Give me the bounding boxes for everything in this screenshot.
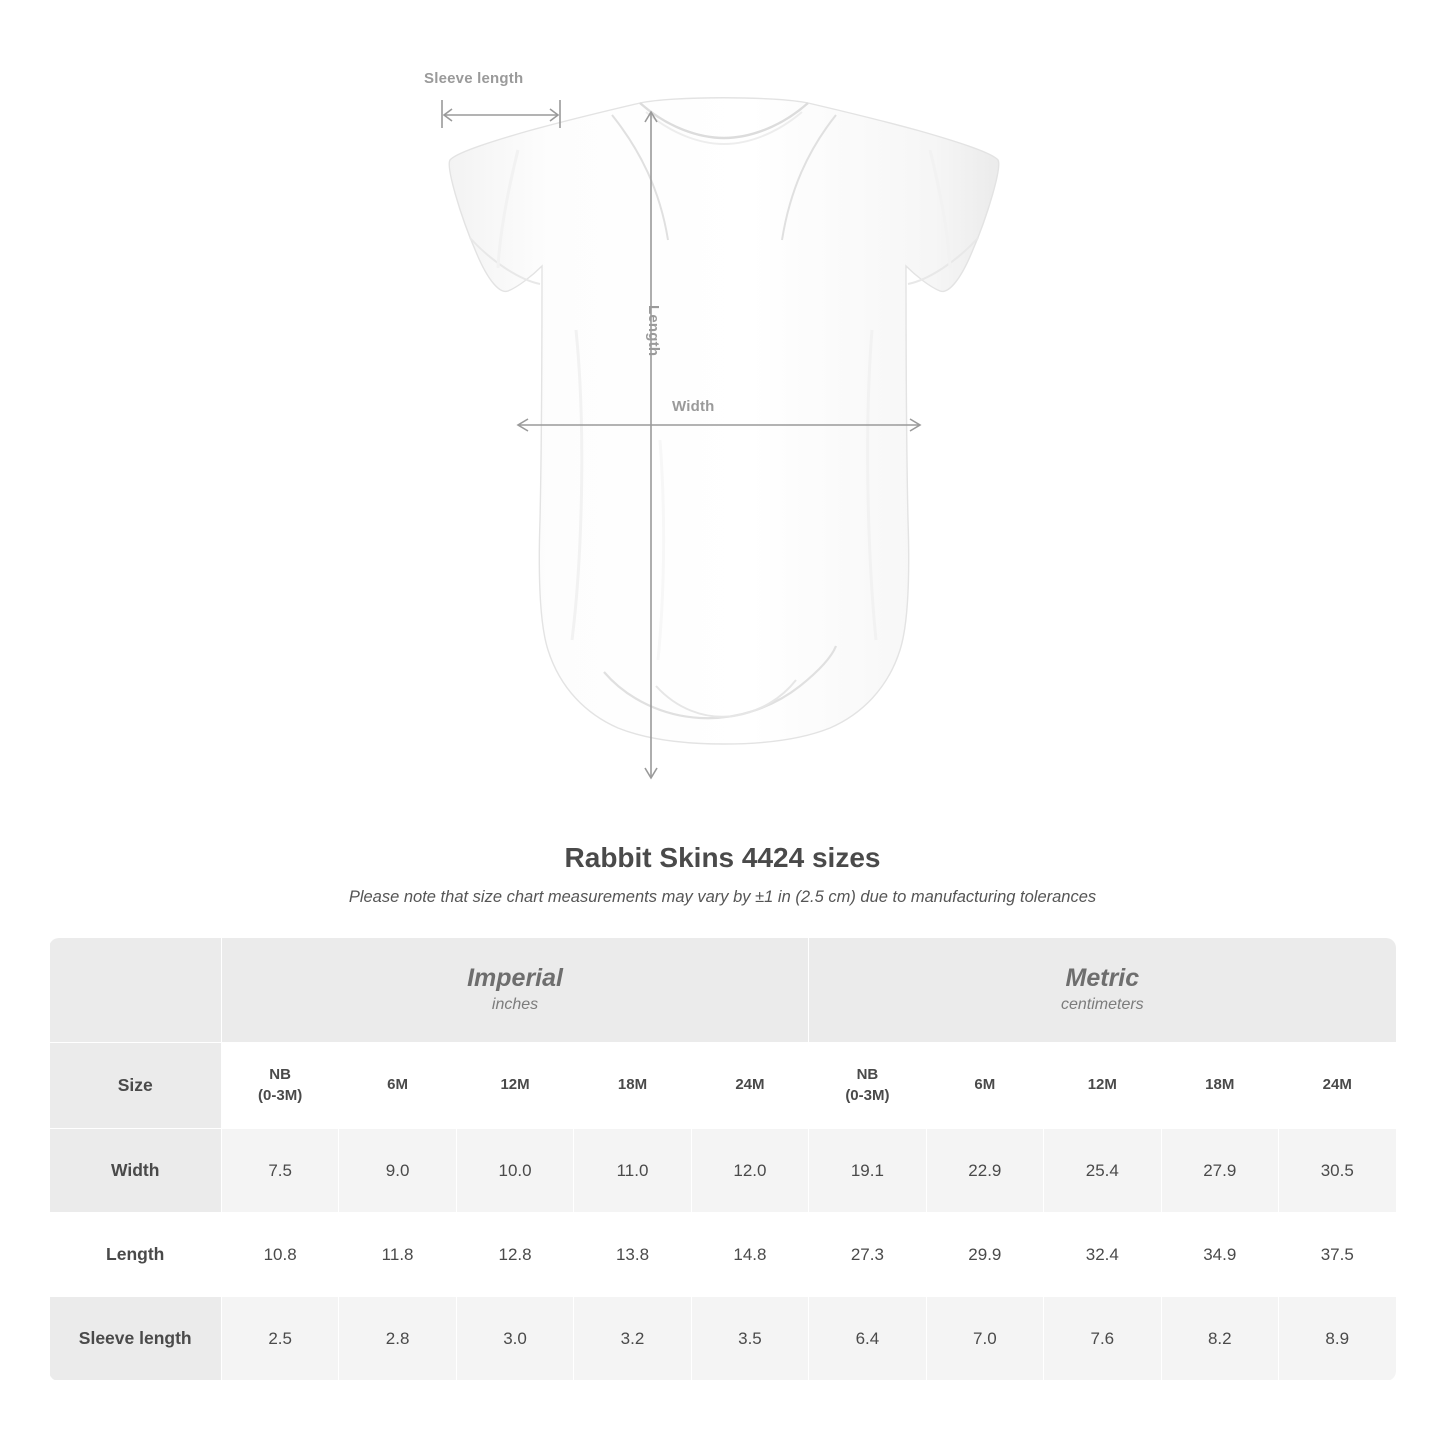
cell-length-1: 11.8 [339, 1213, 456, 1297]
cell-width-2: 10.0 [456, 1129, 573, 1213]
header-col-0-sub: (0-3M) [258, 1086, 303, 1104]
header-col-5-label: NB [856, 1066, 879, 1084]
bodysuit-shape [449, 98, 998, 744]
cell-width-9: 30.5 [1278, 1129, 1396, 1213]
unit-group-metric-name: Metric [1065, 964, 1140, 993]
cell-length-9: 37.5 [1278, 1213, 1396, 1297]
header-col-8-label: 18M [1205, 1076, 1235, 1094]
header-col-3 [574, 1043, 691, 1129]
cell-width-8: 27.9 [1161, 1129, 1278, 1213]
cell-sleeve-8: 8.2 [1161, 1297, 1278, 1381]
sleeve-length-label: Sleeve length [424, 70, 524, 87]
header-col-5-sub: (0-3M) [845, 1086, 890, 1104]
size-chart-table [49, 937, 1397, 1381]
cell-sleeve-1: 2.8 [339, 1297, 456, 1381]
cell-sleeve-3: 3.2 [574, 1297, 691, 1381]
cell-sleeve-9: 8.9 [1278, 1297, 1396, 1381]
cell-length-2: 12.8 [456, 1213, 573, 1297]
cell-width-4: 12.0 [691, 1129, 808, 1213]
page-title: Rabbit Skins 4424 sizes [564, 842, 881, 873]
unit-group-metric [809, 938, 1396, 1043]
header-col-5 [809, 1043, 926, 1129]
header-col-7-label: 12M [1087, 1076, 1117, 1094]
row-label-sleeve-length: Sleeve length [49, 1297, 221, 1381]
header-col-9-label: 24M [1322, 1076, 1352, 1094]
row-label-width: Width [49, 1129, 221, 1213]
length-label: Length [645, 305, 662, 357]
header-col-8 [1161, 1043, 1278, 1129]
cell-width-1: 9.0 [339, 1129, 456, 1213]
cell-length-0: 10.8 [221, 1213, 338, 1297]
cell-sleeve-7: 7.6 [1044, 1297, 1161, 1381]
cell-sleeve-2: 3.0 [456, 1297, 573, 1381]
unit-group-imperial-sub: inches [491, 996, 539, 1014]
header-col-4 [691, 1043, 808, 1129]
title-block [0, 842, 1445, 907]
header-col-3-label: 18M [617, 1076, 648, 1094]
unit-corner-cell [49, 938, 221, 1043]
header-col-6 [926, 1043, 1043, 1129]
cell-width-5: 19.1 [809, 1129, 926, 1213]
header-col-4-label: 24M [735, 1076, 765, 1094]
header-col-0 [221, 1043, 338, 1129]
header-col-1 [339, 1043, 456, 1129]
header-col-9 [1278, 1043, 1396, 1129]
cell-width-7: 25.4 [1044, 1129, 1161, 1213]
header-col-1-label: 6M [387, 1076, 408, 1094]
row-label-length: Length [49, 1213, 221, 1297]
cell-length-6: 29.9 [926, 1213, 1043, 1297]
unit-group-imperial-name: Imperial [467, 964, 563, 993]
header-size: Size [49, 1043, 221, 1129]
table-row [49, 1297, 1396, 1381]
unit-group-row [49, 938, 1396, 1043]
cell-length-8: 34.9 [1161, 1213, 1278, 1297]
cell-width-3: 11.0 [574, 1129, 691, 1213]
header-col-2-label: 12M [500, 1076, 530, 1094]
table-row [49, 1129, 1396, 1213]
cell-width-0: 7.5 [221, 1129, 338, 1213]
cell-length-7: 32.4 [1044, 1213, 1161, 1297]
cell-sleeve-6: 7.0 [926, 1297, 1043, 1381]
table-row [49, 1213, 1396, 1297]
cell-width-6: 22.9 [926, 1129, 1043, 1213]
cell-sleeve-0: 2.5 [221, 1297, 338, 1381]
cell-sleeve-4: 3.5 [691, 1297, 808, 1381]
header-col-7 [1044, 1043, 1161, 1129]
header-col-0-label: NB [269, 1066, 291, 1084]
unit-group-imperial [221, 938, 808, 1043]
cell-length-5: 27.3 [809, 1213, 926, 1297]
unit-group-metric-sub: centimeters [1060, 996, 1144, 1014]
header-col-6-label: 6M [974, 1076, 996, 1094]
header-col-2 [456, 1043, 573, 1129]
width-label: Width [672, 398, 715, 415]
cell-length-4: 14.8 [691, 1213, 808, 1297]
cell-sleeve-5: 6.4 [809, 1297, 926, 1381]
tolerance-note: Please note that size chart measurements may vary by ±1 in (2.5 cm) due to manufacturing tolerances [348, 888, 1097, 906]
size-table-wrapper [49, 937, 1397, 1381]
cell-length-3: 13.8 [574, 1213, 691, 1297]
column-header-row [49, 1043, 1396, 1129]
